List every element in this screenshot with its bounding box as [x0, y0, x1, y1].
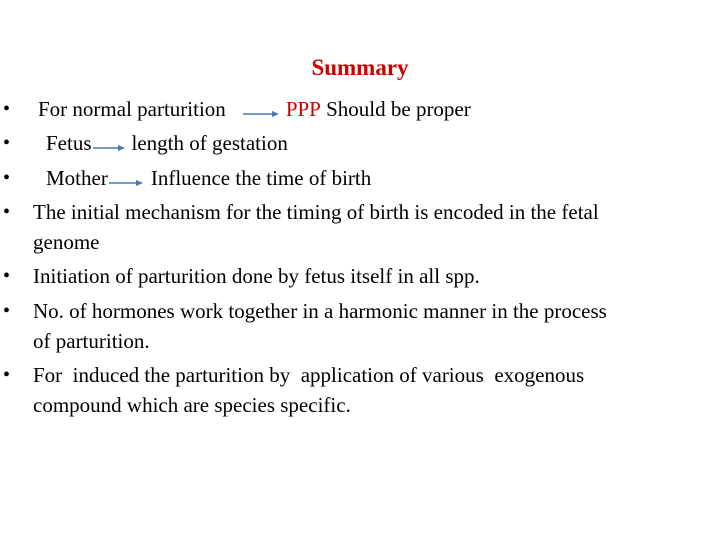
bullet-symbol: • — [3, 98, 11, 120]
bullet-symbol: • — [3, 132, 11, 154]
bullet-text: Initiation of parturition done by fetus itself in all spp. — [33, 264, 480, 288]
bullet-text-post: length of gestation — [131, 131, 288, 155]
bullet-text-continuation: genome — [33, 230, 100, 254]
bullet-symbol: • — [3, 167, 11, 189]
bullet-text — [38, 94, 471, 124]
bullet-text: No. of hormones work together in a harmonic manner in the process — [33, 299, 607, 323]
arrow-right-icon — [242, 105, 280, 117]
arrow-right-icon — [108, 174, 144, 186]
bullet-symbol: • — [3, 300, 11, 322]
bullet-symbol: • — [3, 265, 11, 287]
arrow-right-icon — [92, 139, 126, 151]
bullet-text: The initial mechanism for the timing of birth is encoded in the fetal — [33, 200, 599, 224]
bullet-text — [46, 128, 288, 158]
bullet-text — [46, 163, 371, 193]
bullet-text-pre: Fetus — [46, 131, 92, 155]
slide-title-text: Summary — [311, 55, 409, 80]
bullet-symbol: • — [3, 364, 11, 386]
bullet-text-pre: Mother — [46, 166, 108, 190]
bullet-text-post: Influence the time of birth — [150, 166, 372, 190]
bullet-text: For induced the parturition by application of various exogenous — [33, 363, 585, 387]
bullet-text-continuation: compound which are species specific. — [33, 393, 351, 417]
bullet-text-continuation: of parturition. — [33, 329, 150, 353]
bullet-text-accent: PPP — [285, 97, 321, 121]
bullet-text-post: Should be proper — [320, 97, 471, 121]
bullet-symbol: • — [3, 201, 11, 223]
bullet-text-pre: For normal parturition — [38, 97, 226, 121]
